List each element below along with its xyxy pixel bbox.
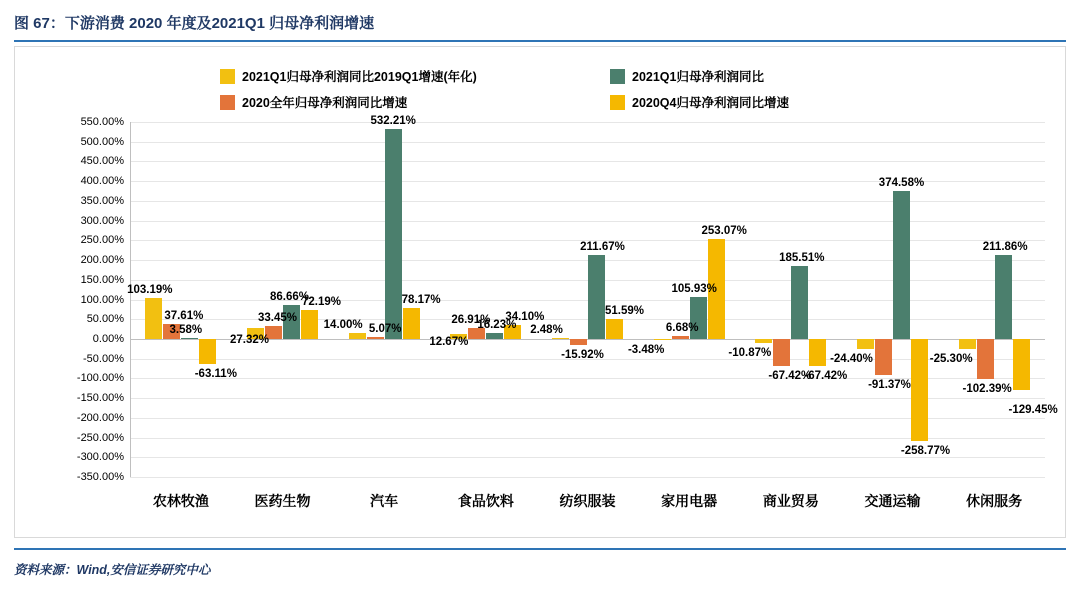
bar-value-label: 374.58% bbox=[878, 177, 925, 190]
bar-value-label: 3.58% bbox=[169, 323, 203, 336]
bar bbox=[486, 333, 503, 339]
legend-item[interactable] bbox=[220, 67, 610, 85]
legend-item[interactable] bbox=[610, 67, 900, 85]
bar-value-label: -258.77% bbox=[900, 445, 951, 457]
bar-value-label: 253.07% bbox=[701, 225, 747, 238]
y-axis-tick-label: -300.00% bbox=[76, 451, 124, 464]
bar bbox=[181, 338, 198, 339]
bar bbox=[672, 336, 689, 339]
bar-value-label: -67.42% bbox=[768, 369, 812, 382]
y-axis-tick-label: 450.00% bbox=[80, 155, 124, 168]
bar-value-label: 78.17% bbox=[401, 294, 441, 307]
bar-value-label: -102.39% bbox=[962, 383, 1012, 396]
bar-value-label: 103.19% bbox=[127, 284, 173, 297]
bar bbox=[977, 339, 994, 379]
figure-title-text: 下游消费 2020 年度及2021Q1 归母净利润增速 bbox=[64, 15, 375, 32]
bar bbox=[791, 266, 808, 339]
legend-swatch-icon bbox=[220, 69, 235, 84]
y-axis-tick-label: 100.00% bbox=[80, 293, 124, 306]
bar-value-label: -91.37% bbox=[868, 378, 911, 391]
bar-value-label: 211.86% bbox=[982, 241, 1028, 254]
y-axis-tick-label: -50.00% bbox=[83, 352, 124, 365]
bar-value-label: -25.30% bbox=[929, 352, 973, 365]
bar-value-label: -24.40% bbox=[830, 352, 873, 365]
bar bbox=[809, 339, 826, 366]
x-axis-category-label: 食品饮料 bbox=[457, 493, 514, 509]
chart-legend bbox=[220, 67, 900, 111]
bar-value-label: 12.67% bbox=[429, 335, 469, 348]
x-axis-category-label: 农林牧渔 bbox=[152, 493, 209, 509]
bar bbox=[893, 191, 910, 339]
page-title bbox=[14, 12, 1066, 38]
y-axis-tick-label: -350.00% bbox=[76, 471, 124, 483]
bar bbox=[911, 339, 928, 441]
source-divider bbox=[14, 548, 1066, 550]
gridline bbox=[130, 418, 1045, 419]
bar bbox=[301, 310, 318, 338]
bar bbox=[588, 255, 605, 338]
bar-value-label: -3.48% bbox=[627, 344, 665, 357]
source-note: 资料来源：Wind,安信证券研究中心 bbox=[14, 563, 211, 577]
legend-label: 2021Q1归母净利润同比2019Q1增速(年化) bbox=[242, 70, 477, 84]
bar-value-label: 185.51% bbox=[779, 251, 825, 264]
bar-value-label: 6.68% bbox=[665, 322, 699, 335]
bar bbox=[857, 339, 874, 349]
x-axis-category-label: 商业贸易 bbox=[762, 493, 819, 509]
bar bbox=[367, 337, 384, 339]
bar bbox=[606, 319, 623, 339]
figure-number: 图 67： bbox=[14, 15, 65, 32]
bar-value-label: 37.61% bbox=[164, 310, 204, 323]
bar-value-label: 72.19% bbox=[301, 296, 342, 309]
title-divider-top bbox=[14, 40, 1066, 42]
legend-swatch-icon bbox=[220, 95, 235, 110]
gridline bbox=[130, 161, 1045, 162]
gridline bbox=[130, 142, 1045, 143]
y-axis-tick-label: 400.00% bbox=[80, 175, 124, 188]
y-axis-tick-label: 150.00% bbox=[80, 273, 124, 286]
bar bbox=[552, 338, 569, 339]
bar bbox=[875, 339, 892, 375]
y-axis-tick-label: 200.00% bbox=[80, 254, 124, 267]
bar bbox=[654, 339, 671, 340]
bar-value-label: 5.07% bbox=[368, 322, 402, 335]
y-axis-tick-label: 0.00% bbox=[92, 332, 124, 345]
bar-value-label: 33.45% bbox=[257, 311, 298, 324]
x-axis-category-label: 家用电器 bbox=[661, 493, 718, 509]
y-axis-tick-label: -200.00% bbox=[76, 411, 124, 424]
bar bbox=[403, 308, 420, 339]
bar-value-label: 2.48% bbox=[530, 323, 563, 336]
bar-value-label: 16.23% bbox=[477, 318, 517, 331]
bar bbox=[385, 129, 402, 339]
bar-value-label: 14.00% bbox=[323, 319, 363, 332]
bar-value-label: -63.11% bbox=[194, 367, 237, 380]
bar bbox=[959, 339, 976, 349]
y-axis-tick-label: -250.00% bbox=[76, 431, 124, 444]
bar bbox=[995, 255, 1012, 339]
bar bbox=[773, 339, 790, 366]
gridline bbox=[130, 398, 1045, 399]
x-axis-category-label: 医药生物 bbox=[254, 493, 311, 509]
bar bbox=[1013, 339, 1030, 390]
legend-swatch-icon bbox=[610, 95, 625, 110]
bar-value-label: 105.93% bbox=[671, 283, 717, 296]
y-axis-line bbox=[130, 122, 131, 477]
bar bbox=[755, 339, 772, 343]
x-axis-category-label: 纺织服装 bbox=[559, 493, 616, 509]
y-axis-tick-label: 550.00% bbox=[80, 116, 124, 128]
y-axis-tick-label: -150.00% bbox=[76, 392, 124, 405]
bar-value-label: 34.10% bbox=[505, 311, 545, 324]
gridline bbox=[130, 477, 1045, 478]
x-axis-category-label: 汽车 bbox=[370, 493, 399, 509]
bar bbox=[145, 298, 162, 339]
gridline bbox=[130, 122, 1045, 123]
bar-value-label: 86.66% bbox=[269, 290, 310, 303]
gridline bbox=[130, 457, 1045, 458]
bar-value-label: 211.67% bbox=[580, 241, 625, 254]
y-axis-tick-label: -100.00% bbox=[76, 372, 124, 385]
x-axis-category-label: 交通运输 bbox=[864, 493, 921, 509]
legend-item[interactable] bbox=[220, 93, 610, 111]
bar-value-label: -129.45% bbox=[1008, 404, 1058, 416]
legend-label: 2021Q1归母净利润同比 bbox=[632, 70, 764, 84]
bar-value-label: 51.59% bbox=[604, 304, 645, 317]
y-axis-tick-label: 500.00% bbox=[80, 135, 124, 148]
bar-value-label: -15.92% bbox=[561, 349, 604, 362]
bar-value-label: 27.32% bbox=[229, 334, 270, 347]
bar bbox=[199, 339, 216, 364]
y-axis-tick-label: 300.00% bbox=[80, 214, 124, 227]
bar bbox=[570, 339, 587, 345]
legend-label: 2020全年归母净利润同比增速 bbox=[242, 96, 408, 110]
plot-area bbox=[76, 115, 1058, 509]
gridline bbox=[130, 438, 1045, 439]
legend-item[interactable] bbox=[610, 93, 900, 111]
y-axis-tick-label: 350.00% bbox=[80, 194, 124, 207]
x-axis-category-label: 休闲服务 bbox=[966, 493, 1023, 509]
bar-value-label: -10.87% bbox=[728, 347, 772, 360]
bar-value-label: 26.91% bbox=[451, 314, 491, 327]
y-axis-tick-label: 50.00% bbox=[86, 313, 124, 326]
y-axis-tick-label: 250.00% bbox=[80, 234, 124, 247]
bar bbox=[349, 333, 366, 339]
bar-value-label: -67.42% bbox=[804, 369, 848, 382]
chart-frame bbox=[14, 46, 1066, 538]
bar-value-label: 532.21% bbox=[370, 115, 416, 128]
legend-label: 2020Q4归母净利润同比增速 bbox=[632, 96, 789, 110]
legend-swatch-icon bbox=[610, 69, 625, 84]
